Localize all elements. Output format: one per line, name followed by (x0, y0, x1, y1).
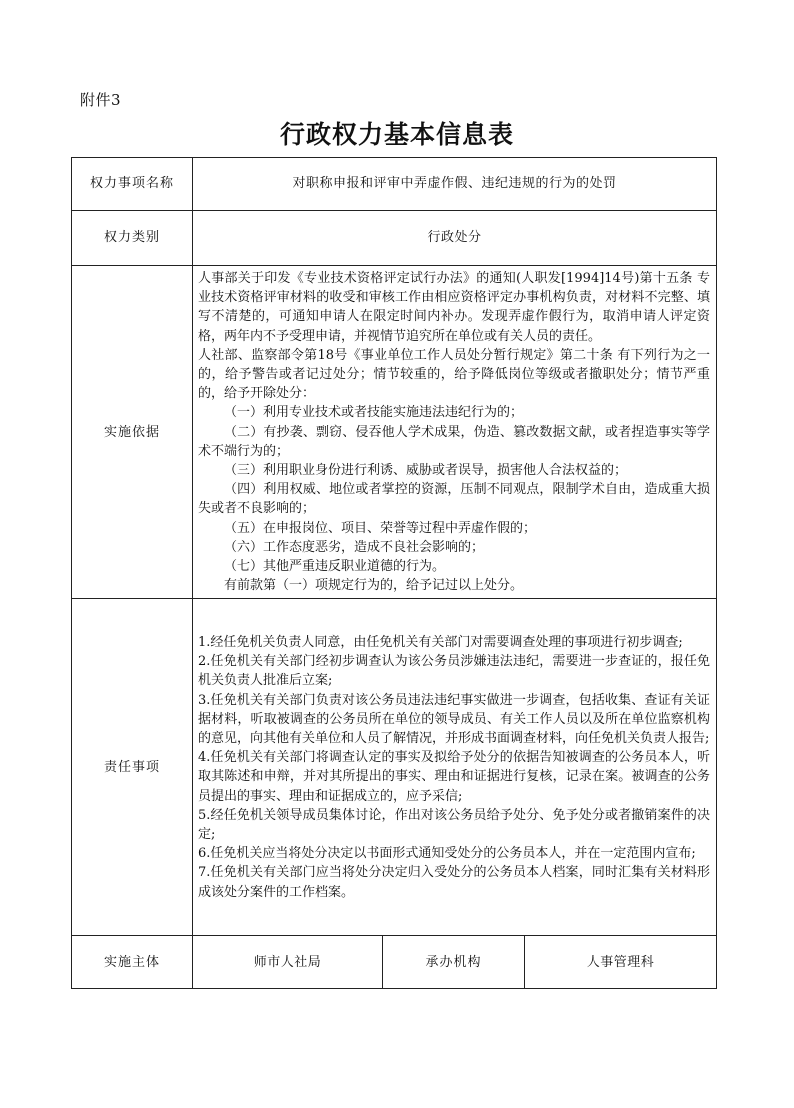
organization-value: 人事管理科 (525, 936, 717, 989)
basis-item: （四）利用权威、地位或者掌控的资源，压制不同观点，限制学术自由，造成重大损失或者不良影响的； (198, 482, 711, 517)
power-name-value: 对职称申报和评审中弄虚作假、违纪违规的行为的处罚 (193, 158, 717, 211)
row-power-name (72, 158, 717, 211)
responsibility-item: 2.任免机关有关部门经初步调查认为该公务员涉嫌违法违纪，需要进一步查证的，报任免机关负责人批准后立案; (198, 654, 711, 689)
responsibility-item: 7.任免机关有关部门应当将处分决定归入受处分的公务员本人档案，同时汇集有关材料形成该处分案件的工作档案。 (198, 865, 711, 900)
row-basis (72, 266, 717, 599)
power-category-label: 权力类别 (72, 211, 193, 266)
basis-paragraph: 人社部、监察部令第18号《事业单位工作人员处分暂行规定》第二十条 有下列行为之一的，给予警告或者记过处分；情节较重的，给予降低岗位等级或者撤职处分；情节严重的，给予开除处分： (198, 347, 711, 402)
power-name-label: 权力事项名称 (72, 158, 193, 211)
responsibility-item: 6.任免机关应当将处分决定以书面形式通知受处分的公务员本人，并在一定范围内宣布; (198, 846, 696, 862)
row-implementer (72, 936, 717, 989)
basis-item: （五）在申报岗位、项目、荣誉等过程中弄虚作假的； (224, 520, 537, 536)
responsibility-item: 5.经任免机关领导成员集体讨论，作出对该公务员给予处分、免予处分或者撤销案件的决定; (198, 807, 711, 843)
responsibility-item: 4.任免机关有关部门将调查认定的事实及拟给予处分的依据告知被调查的公务员本人，听取其陈述和申辩，并对其所提出的事实、理由和证据进行复核，记录在案。被调查的公务员提出的事实、理由和证据成立的，应予采信; (198, 750, 711, 804)
row-responsibility (72, 599, 717, 936)
responsibility-label: 责任事项 (72, 599, 193, 936)
info-table (71, 157, 717, 989)
basis-closing: 有前款第（一）项规定行为的，给予记过以上处分。 (224, 578, 524, 594)
basis-item: （二）有抄袭、剽窃、侵吞他人学术成果，伪造、篡改数据文献，或者捏造事实等学术不端行为的； (198, 424, 711, 459)
basis-item: （一）利用专业技术或者技能实施违法违纪行为的； (224, 405, 524, 421)
basis-item: （七）其他严重违反职业道德的行为。 (224, 559, 446, 575)
basis-label: 实施依据 (72, 266, 193, 599)
basis-content (193, 266, 717, 599)
basis-paragraph: 人事部关于印发《专业技术资格评定试行办法》的通知(人职发[1994]14号)第十五条 专业技术资格评审材料的收受和审核工作由相应资格评定办事机构负责，对材料不完整、填写不清楚的，可通知申请人在限定时间内补办。发现弄虚作假行为，取消申请人评定资格，两年内不予受理申请，并视情节追究所在单位或有关人员的责任。 (198, 271, 711, 344)
row-power-category (72, 211, 717, 266)
attachment-label: 附件3 (80, 91, 122, 109)
responsibility-content (193, 599, 717, 936)
organization-label: 承办机构 (383, 936, 525, 989)
power-category-value: 行政处分 (193, 211, 717, 266)
responsibility-item: 1.经任免机关负责人同意，由任免机关有关部门对需要调查处理的事项进行初步调查; (198, 635, 683, 651)
basis-item: （六）工作态度恶劣，造成不良社会影响的； (224, 539, 485, 555)
page-title: 行政权力基本信息表 (279, 120, 514, 149)
implementer-value: 师市人社局 (193, 936, 383, 989)
implementer-label: 实施主体 (72, 936, 193, 989)
basis-item: （三）利用职业身份进行利诱、威胁或者误导，损害他人合法权益的； (224, 463, 628, 479)
responsibility-item: 3.任免机关有关部门负责对该公务员违法违纪事实做进一步调查，包括收集、查证有关证据材料，听取被调查的公务员所在单位的领导成员、有关工作人员以及所在单位监察机构的意见，向其他有关单位和人员了解情况，并形成书面调查材料，向任免机关负责人报告; (198, 692, 711, 747)
